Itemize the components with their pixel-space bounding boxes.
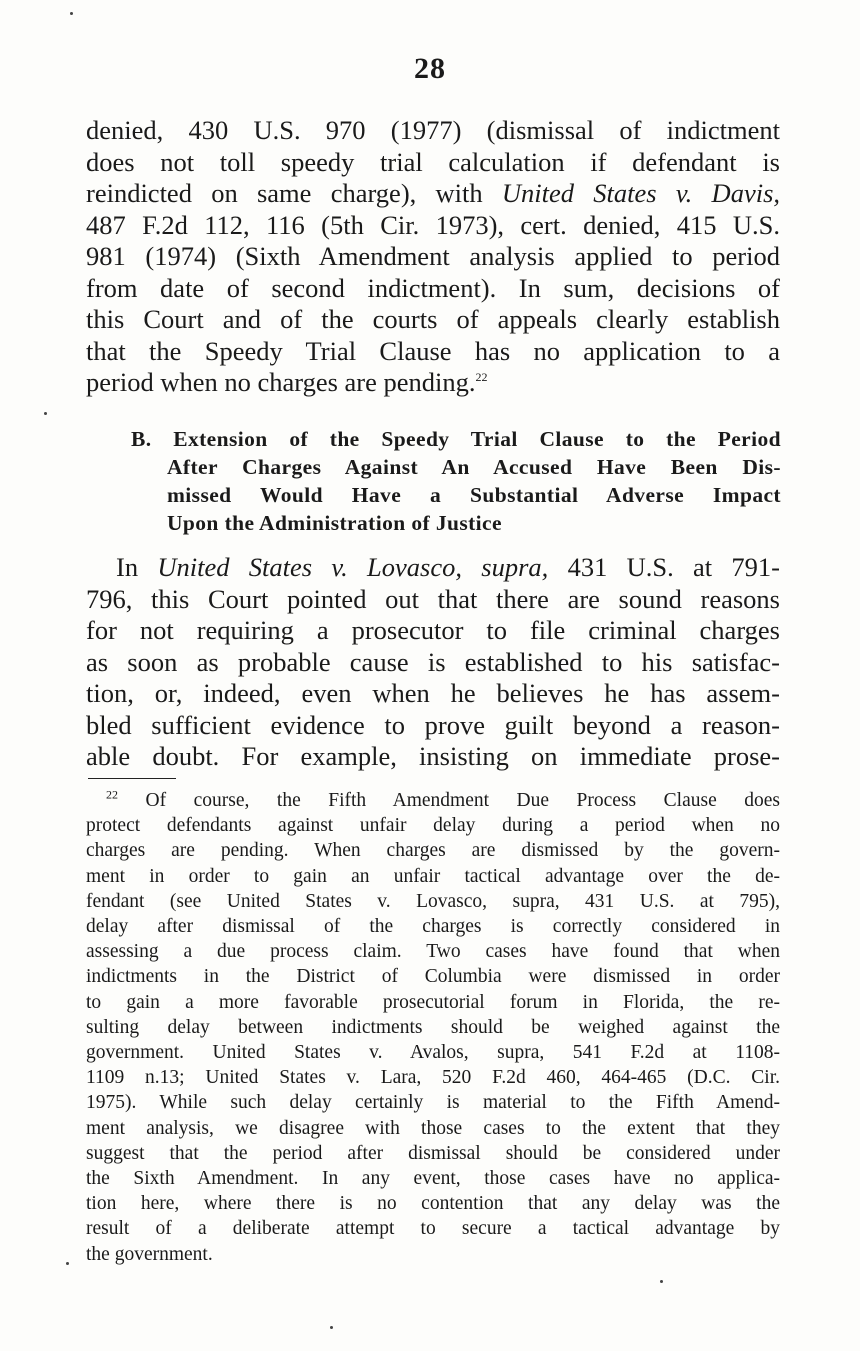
footnote-line [86, 788, 780, 813]
paragraph-2-line: able doubt. For example, insisting on immediate prose- [86, 741, 780, 771]
paragraph-1-line: denied, 430 U.S. 970 (1977) (dismissal of indictment [86, 115, 780, 145]
paragraph-2-text: In [116, 552, 158, 582]
scan-speck [66, 1262, 69, 1265]
section-heading [131, 425, 781, 537]
footnote-line: result of a deliberate attempt to secure a tactical advantage by [86, 1218, 780, 1240]
scan-speck [70, 12, 73, 15]
paragraph-2-line: for not requiring a prosecutor to file criminal charges [86, 615, 780, 645]
case-citation: United States v. Lovasco, supra, [157, 552, 549, 582]
footnote-line: the government. [86, 1243, 213, 1265]
footnote-reference: 22 [475, 370, 488, 385]
paragraph-1-text: period when no charges are pending. [86, 367, 476, 397]
footnote-line: sulting delay between indictments should be weighed against the [86, 1016, 780, 1038]
paragraph-1-line: from date of second indictment). In sum, decisions of [86, 272, 780, 303]
paragraph-2-text: 431 U.S. at 791- [548, 552, 781, 582]
paragraph-1-line [86, 178, 780, 210]
paragraph-1-text: reindicted on same charge), with [86, 178, 502, 208]
paragraph-2 [86, 552, 780, 773]
footnote-line: delay after dismissal of the charges is correctly considered in [86, 916, 780, 938]
case-citation: United States v. Davis, [501, 178, 781, 208]
section-heading-line: Upon the Administration of Justice [167, 511, 502, 535]
paragraph-1-line: this Court and of the courts of appeals clearly establish [86, 304, 780, 334]
scan-speck [660, 1280, 663, 1283]
footnote-line: to gain a more favorable prosecutorial forum in Florida, the re- [86, 991, 780, 1013]
paragraph-1-line: does not toll speedy trial calculation if defendant is [86, 146, 780, 177]
footnote [86, 788, 780, 1267]
paragraph-2-line: tion, or, indeed, even when he believes he has assem- [86, 678, 780, 708]
paragraph-2-line: 796, this Court pointed out that there are sound reasons [86, 583, 780, 614]
footnote-line: government. United States v. Avalos, supra, 541 F.2d at 1108- [86, 1042, 780, 1064]
section-heading-line: missed Would Have a Substantial Adverse Impact [167, 483, 781, 507]
paragraph-1-line: that the Speedy Trial Clause has no application to a [86, 335, 780, 366]
footnote-line: fendant (see United States v. Lovasco, supra, 431 U.S. at 795), [86, 890, 780, 912]
paragraph-1-line [86, 367, 780, 399]
footnote-marker: 22 [106, 787, 118, 802]
section-heading-line: After Charges Against An Accused Have Been Dis- [167, 455, 781, 479]
footnote-line: indictments in the District of Columbia were dismissed in order [86, 966, 780, 988]
paragraph-2-line [86, 552, 780, 584]
footnote-line: ment in order to gain an unfair tactical advantage over the de- [86, 865, 780, 887]
paragraph-1-line: 981 (1974) (Sixth Amendment analysis applied to period [86, 241, 780, 271]
footnote-line: assessing a due process claim. Two cases have found that when [86, 941, 780, 963]
footnote-line: charges are pending. When charges are dismissed by the govern- [86, 840, 780, 862]
footnote-line: the Sixth Amendment. In any event, those cases have no applica- [86, 1168, 780, 1190]
scan-speck [330, 1326, 333, 1329]
footnote-line: tion here, where there is no contention that any delay was the [86, 1193, 780, 1215]
paragraph-2-line: bled sufficient evidence to prove guilt beyond a reason- [86, 709, 780, 740]
scan-speck [44, 412, 47, 415]
footnote-line: suggest that the period after dismissal should be considered under [86, 1142, 780, 1164]
footnote-line: ment analysis, we disagree with those cases to the extent that they [86, 1117, 780, 1139]
page-number: 28 [414, 52, 446, 85]
paragraph-1 [86, 115, 780, 399]
footnote-line: 1109 n.13; United States v. Lara, 520 F.2d 460, 464-465 (D.C. Cir. [86, 1067, 780, 1089]
footnote-line: protect defendants against unfair delay during a period when no [86, 815, 780, 837]
paragraph-1-line: 487 F.2d 112, 116 (5th Cir. 1973), cert. denied, 415 U.S. [86, 209, 780, 240]
footnote-text: Of course, the Fifth Amendment Due Process Clause does [118, 790, 780, 811]
footnote-line: 1975). While such delay certainly is material to the Fifth Amend- [86, 1092, 780, 1114]
section-heading-line: B. Extension of the Speedy Trial Clause to the Period [131, 427, 781, 451]
footnote-divider [88, 778, 176, 779]
paragraph-2-line: as soon as probable cause is established to his satisfac- [86, 646, 780, 677]
